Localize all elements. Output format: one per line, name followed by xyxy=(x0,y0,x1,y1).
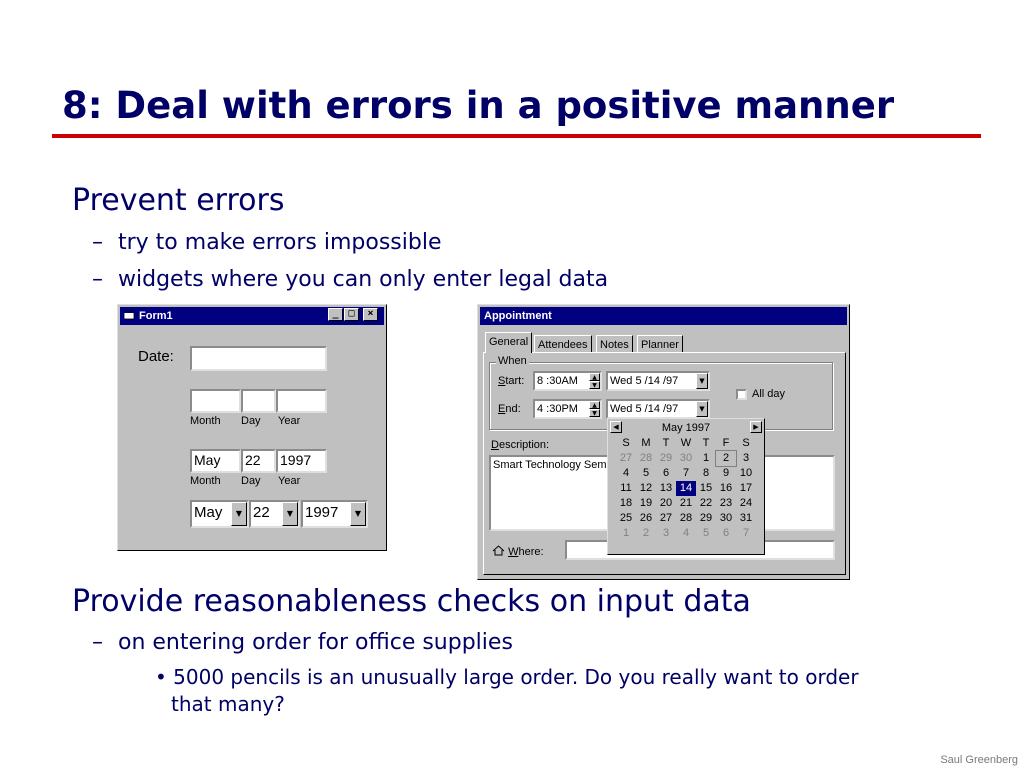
calendar-weekday: S xyxy=(622,437,630,449)
end-date-value: Wed 5 /14 /97 xyxy=(610,403,679,415)
calendar-day[interactable]: 5 xyxy=(702,527,710,539)
bullet-text: try to make errors impossible xyxy=(118,230,442,255)
calendar-day[interactable]: 26 xyxy=(639,512,653,524)
heading-reasonableness: Provide reasonableness checks on input data xyxy=(72,584,751,619)
calendar-day[interactable]: 11 xyxy=(620,482,632,494)
chevron-down-icon[interactable]: ▼ xyxy=(696,401,708,417)
spin-down-icon[interactable]: ▼ xyxy=(589,381,600,389)
calendar-day[interactable]: 28 xyxy=(639,452,653,464)
calendar-day[interactable]: 3 xyxy=(662,527,670,539)
calendar-day[interactable]: 2 xyxy=(716,451,736,466)
end-time-input[interactable] xyxy=(533,399,602,419)
calendar-day[interactable]: 16 xyxy=(719,482,733,494)
chevron-down-icon[interactable]: ▼ xyxy=(282,502,298,526)
calendar-day[interactable]: 15 xyxy=(699,482,713,494)
start-date-value: Wed 5 /14 /97 xyxy=(610,375,679,387)
year-combo[interactable] xyxy=(301,500,368,528)
chevron-down-icon[interactable]: ▼ xyxy=(231,502,247,526)
form1-window xyxy=(117,304,387,551)
calendar-day[interactable]: 4 xyxy=(682,527,690,539)
bullet-2 xyxy=(92,267,608,292)
calendar-day[interactable]: 2 xyxy=(642,527,650,539)
calendar-weekday: M xyxy=(641,437,651,449)
form1-title: Form1 xyxy=(139,310,173,322)
month-caption: Month xyxy=(190,415,221,427)
day-caption-2: Day xyxy=(241,475,261,487)
title-underline xyxy=(52,134,981,138)
month-input[interactable] xyxy=(190,389,241,413)
year-filled-input[interactable]: 1997 xyxy=(276,449,327,473)
start-date-combo[interactable] xyxy=(606,371,710,391)
sub-bullet xyxy=(155,664,859,718)
calendar-day[interactable]: 9 xyxy=(722,467,730,479)
calendar-day[interactable]: 10 xyxy=(739,467,753,479)
calendar-day[interactable]: 7 xyxy=(742,527,750,539)
calendar-day[interactable]: 12 xyxy=(639,482,653,494)
tab-general[interactable]: General xyxy=(485,332,532,353)
bullet-1 xyxy=(92,230,442,255)
calendar-day[interactable]: 21 xyxy=(679,497,693,509)
day-input[interactable] xyxy=(241,389,276,413)
calendar-day[interactable]: 1 xyxy=(702,452,710,464)
date-input[interactable] xyxy=(190,346,327,371)
calendar-day[interactable]: 31 xyxy=(739,512,753,524)
day-combo[interactable] xyxy=(249,500,300,528)
month-caption-2: Month xyxy=(190,475,221,487)
maximize-button[interactable] xyxy=(344,308,359,321)
sub-bullet-dot: • xyxy=(155,665,167,689)
year-caption: Year xyxy=(278,415,301,427)
home-icon xyxy=(492,545,505,556)
appointment-titlebar[interactable]: Appointment xyxy=(480,307,847,325)
tab-planner[interactable]: Planner xyxy=(637,335,683,353)
start-time-input[interactable] xyxy=(533,371,602,391)
footer-author: Saul Greenberg xyxy=(940,754,1018,766)
calendar-day[interactable]: 22 xyxy=(699,497,713,509)
tab-notes[interactable]: Notes xyxy=(596,335,633,353)
minimize-button[interactable] xyxy=(328,308,343,321)
spin-up-icon[interactable]: ▲ xyxy=(589,401,600,409)
chevron-down-icon[interactable]: ▼ xyxy=(696,373,708,389)
calendar-day[interactable]: 29 xyxy=(699,512,713,524)
chevron-left-icon[interactable]: ◀ xyxy=(610,421,622,433)
window-icon xyxy=(124,310,136,320)
calendar-month: May 1997 xyxy=(661,422,711,434)
month-filled-input[interactable]: May xyxy=(190,449,241,473)
calendar-dropdown xyxy=(607,418,765,555)
spin-down-icon[interactable]: ▼ xyxy=(589,409,600,417)
calendar-day[interactable]: 27 xyxy=(619,452,633,464)
calendar-day[interactable]: 3 xyxy=(742,452,750,464)
calendar-day[interactable]: 25 xyxy=(619,512,633,524)
year-input[interactable] xyxy=(276,389,327,413)
sub-bullet-line1: 5000 pencils is an unusually large order. Do you really want to order xyxy=(173,665,859,689)
close-button[interactable] xyxy=(363,308,378,321)
calendar-day[interactable]: 27 xyxy=(659,512,673,524)
calendar-day[interactable]: 30 xyxy=(679,452,693,464)
calendar-day[interactable]: 19 xyxy=(639,497,653,509)
calendar-day[interactable]: 23 xyxy=(719,497,733,509)
day-filled-input[interactable]: 22 xyxy=(241,449,276,473)
appointment-window xyxy=(477,304,850,580)
bullet-dash: – xyxy=(92,230,103,255)
all-day-label: All day xyxy=(752,388,786,400)
bullet-text: widgets where you can only enter legal data xyxy=(118,267,609,292)
calendar-day[interactable]: 13 xyxy=(659,482,673,494)
where-label-group: Where: xyxy=(492,545,544,558)
calendar-day[interactable]: 28 xyxy=(679,512,693,524)
maximize-icon: □ xyxy=(348,308,355,319)
calendar-day[interactable]: 7 xyxy=(682,467,690,479)
end-label: End: xyxy=(498,403,521,415)
end-time-value: 4 :30PM xyxy=(537,403,578,415)
chevron-down-icon[interactable]: ▼ xyxy=(350,502,366,526)
calendar-day[interactable]: 17 xyxy=(739,482,753,494)
calendar-weekday: T xyxy=(702,437,710,449)
month-combo-value: May xyxy=(194,504,223,521)
calendar-day[interactable]: 18 xyxy=(619,497,633,509)
start-label: Start: xyxy=(498,375,525,387)
calendar-weekday: W xyxy=(680,437,692,449)
calendar-day[interactable]: 1 xyxy=(622,527,630,539)
end-date-combo[interactable] xyxy=(606,399,710,419)
calendar-day[interactable]: 24 xyxy=(739,497,753,509)
calendar-day[interactable]: 4 xyxy=(622,467,630,479)
when-label: When xyxy=(498,355,527,367)
calendar-day[interactable]: 6 xyxy=(662,467,670,479)
bullet-dash: – xyxy=(92,267,103,292)
year-combo-value: 1997 xyxy=(305,504,339,521)
spin-up-icon[interactable]: ▲ xyxy=(589,373,600,381)
minimize-icon: _ xyxy=(332,308,339,319)
calendar-day[interactable]: 5 xyxy=(642,467,650,479)
heading-prevent-errors: Prevent errors xyxy=(72,183,285,218)
calendar-day[interactable]: 6 xyxy=(722,527,730,539)
calendar-day[interactable]: 14 xyxy=(676,481,696,496)
month-combo[interactable] xyxy=(190,500,249,528)
calendar-day[interactable]: 30 xyxy=(719,512,733,524)
start-time-value: 8 :30AM xyxy=(537,375,578,387)
calendar-weekday: F xyxy=(722,437,730,449)
slide-title: 8: Deal with errors in a positive manner xyxy=(62,84,895,127)
bullet-text: on entering order for office supplies xyxy=(118,630,513,655)
description-textarea[interactable]: Smart Technology Sem xyxy=(489,455,835,531)
bullet-3 xyxy=(92,630,513,655)
description-label: Description: xyxy=(491,439,550,451)
calendar-day[interactable]: 8 xyxy=(702,467,710,479)
day-combo-value: 22 xyxy=(253,504,270,521)
day-caption: Day xyxy=(241,415,261,427)
calendar-weekday: S xyxy=(742,437,750,449)
all-day-checkbox[interactable] xyxy=(736,389,747,400)
close-icon: × xyxy=(367,308,374,319)
tab-attendees[interactable]: Attendees xyxy=(534,335,592,353)
sub-bullet-line2: that many? xyxy=(171,692,285,716)
calendar-day[interactable]: 29 xyxy=(659,452,673,464)
calendar-day[interactable]: 20 xyxy=(659,497,673,509)
calendar-weekday: T xyxy=(662,437,670,449)
year-caption-2: Year xyxy=(278,475,301,487)
date-label: Date: xyxy=(138,348,174,365)
chevron-right-icon[interactable]: ▶ xyxy=(750,421,762,433)
bullet-dash: – xyxy=(92,630,103,655)
